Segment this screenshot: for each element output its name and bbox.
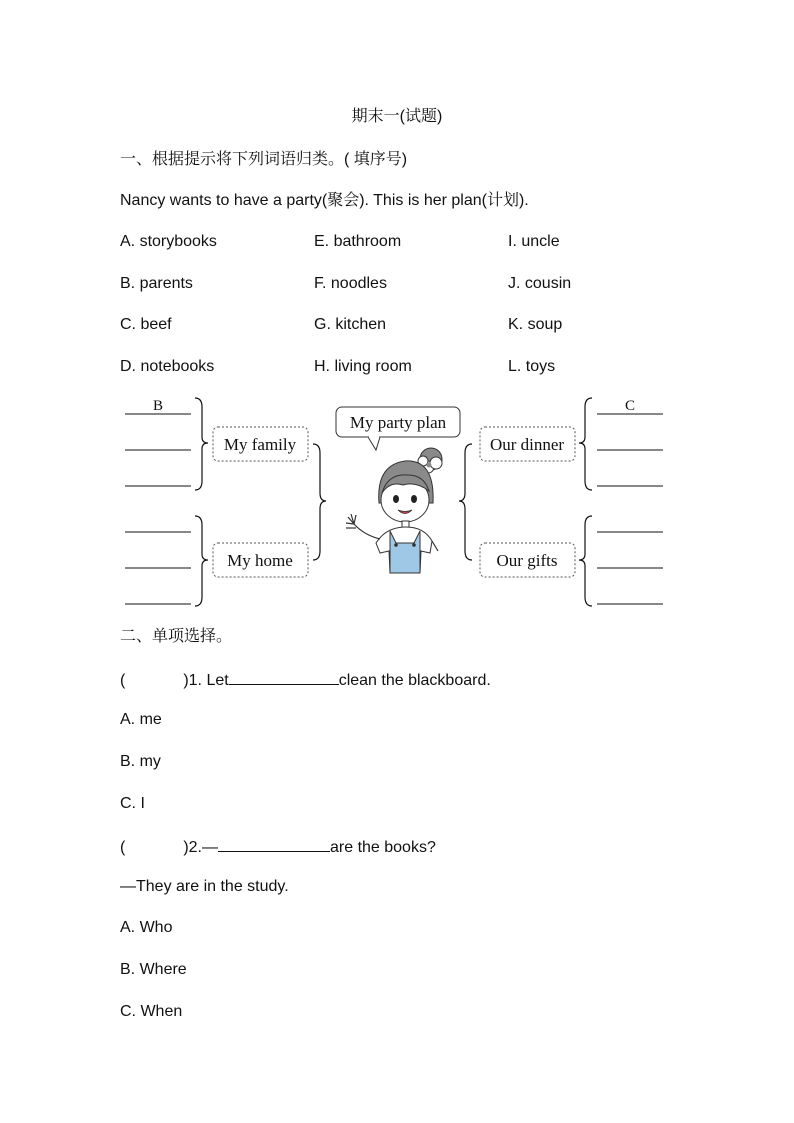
speech-bubble-tail	[368, 437, 380, 450]
word-option: B. parents	[120, 275, 193, 292]
category-label-home: My home	[227, 551, 293, 570]
word-option: E. bathroom	[314, 233, 402, 250]
option: A. me	[120, 711, 162, 728]
right-answer-blanks	[597, 414, 663, 604]
word-option: L. toys	[508, 358, 556, 375]
option: C. I	[120, 795, 145, 812]
word-option: H. living room	[314, 358, 412, 375]
example-answer-left: B	[152, 398, 164, 414]
right-center-brace	[459, 444, 472, 560]
right-brace-gifts	[579, 516, 592, 606]
answer-line: —They are in the study.	[120, 878, 289, 895]
question-text: are the books?	[330, 839, 436, 856]
question-2	[120, 836, 436, 858]
option: B. my	[120, 753, 161, 770]
answer-paren-open: (	[120, 839, 126, 856]
section2-heading: 二、单项选择。	[120, 628, 233, 645]
word-option: F. noodles	[314, 275, 387, 292]
left-brace-home	[195, 516, 208, 606]
option: B. Where	[120, 961, 187, 978]
word-option: D. notebooks	[120, 358, 215, 375]
category-label-family: My family	[223, 435, 297, 454]
page-title: 期末一(试题)	[351, 108, 443, 125]
party-plan-diagram	[118, 393, 666, 611]
fill-blank[interactable]	[218, 836, 330, 852]
category-label-gifts: Our gifts	[496, 551, 558, 570]
question-number: )2.—	[183, 839, 218, 856]
answer-paren-open: (	[120, 672, 126, 689]
question-number: )1. Let	[183, 672, 229, 689]
right-brace-dinner	[579, 398, 592, 490]
option: A. Who	[120, 919, 173, 936]
speech-bubble-text: My party plan	[349, 413, 447, 432]
question-text: clean the blackboard.	[338, 672, 491, 689]
word-option: A. storybooks	[120, 233, 217, 250]
girl-illustration	[346, 448, 442, 573]
left-brace-family	[195, 398, 208, 490]
section1-heading: 一、根据提示将下列词语归类。( 填序号)	[120, 151, 408, 168]
fill-blank[interactable]	[229, 669, 339, 685]
category-label-dinner: Our dinner	[489, 435, 565, 454]
word-option: J. cousin	[508, 275, 572, 292]
left-answer-blanks	[125, 414, 191, 604]
question-1	[120, 669, 491, 691]
word-option: K. soup	[508, 316, 563, 333]
section1-intro: Nancy wants to have a party(聚会). This is her plan(计划).	[120, 192, 529, 209]
word-option: I. uncle	[508, 233, 560, 250]
word-option: C. beef	[120, 316, 172, 333]
example-answer-right: C	[624, 398, 636, 414]
word-option: G. kitchen	[314, 316, 387, 333]
option: C. When	[120, 1003, 183, 1020]
left-center-brace	[313, 444, 326, 560]
